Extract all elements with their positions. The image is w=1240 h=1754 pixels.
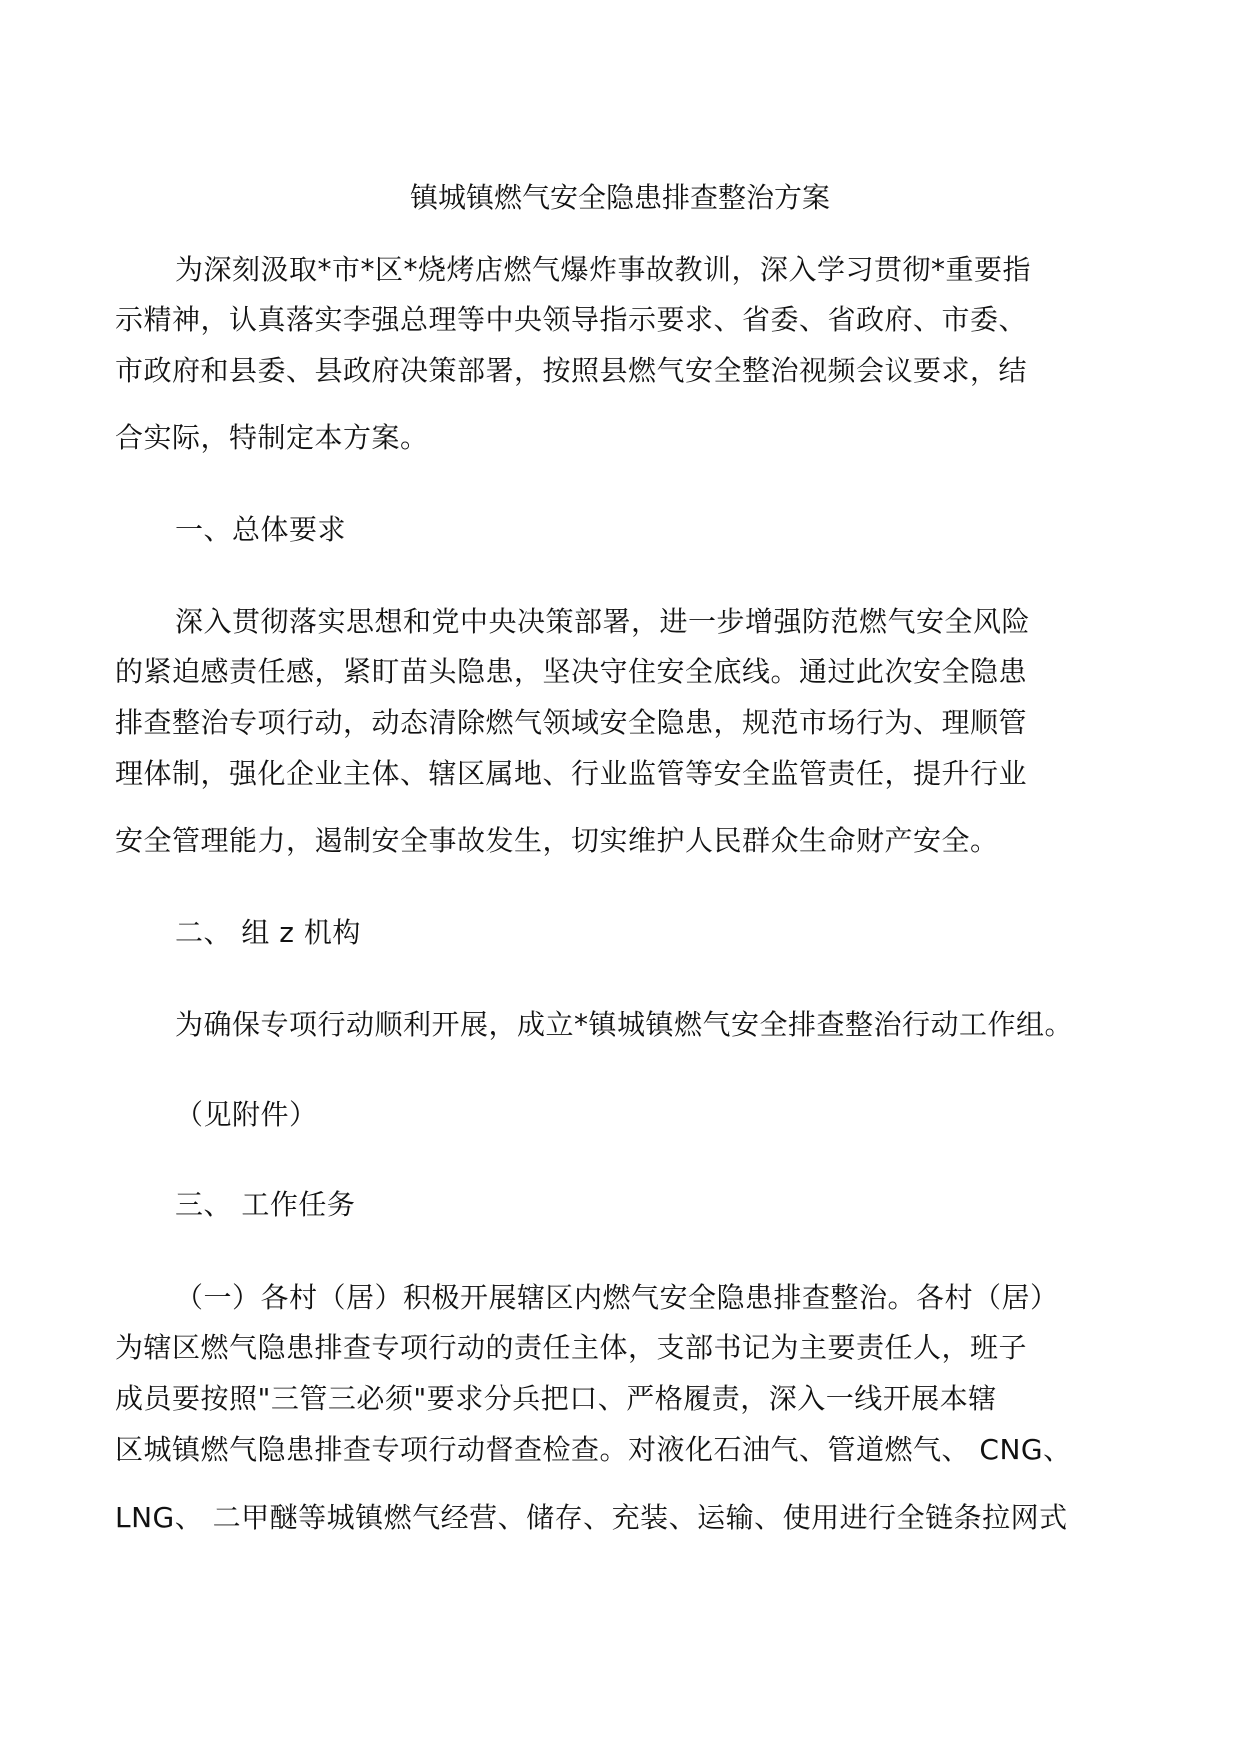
section1-line-5: 安全管理能力，遏制安全事故发生，切实维护人民群众生命财产安全。	[115, 824, 999, 857]
section2-line-2: （见附件）	[175, 1098, 318, 1131]
section3-line-4: 区城镇燃气隐患排查专项行动督查检查。对液化石油气、管道燃气、 CNG、	[115, 1433, 1072, 1466]
section3-line-2: 为辖区燃气隐患排查专项行动的责任主体，支部书记为主要责任人，班子	[115, 1331, 1028, 1364]
section2-line-1: 为确保专项行动顺利开展，成立*镇城镇燃气安全排查整治行动工作组。	[175, 1008, 1074, 1041]
intro-line-4: 合实际，特制定本方案。	[115, 421, 429, 454]
document-title: 镇城镇燃气安全隐患排查整治方案	[409, 181, 830, 214]
intro-line-1: 为深刻汲取*市*区*烧烤店燃气爆炸事故教训，深入学习贯彻*重要指	[175, 253, 1032, 286]
section1-line-2: 的紧迫感责任感，紧盯苗头隐患，坚决守住安全底线。通过此次安全隐患	[115, 655, 1028, 688]
section3-line-1: （一）各村（居）积极开展辖区内燃气安全隐患排查整治。各村（居）	[175, 1281, 1059, 1314]
section3-line-5: LNG、 二甲醚等城镇燃气经营、储存、充装、运输、使用进行全链条拉网式	[115, 1501, 1068, 1534]
section1-line-4: 理体制，强化企业主体、辖区属地、行业监管等安全监管责任，提升行业	[115, 757, 1028, 790]
section1-line-1: 深入贯彻落实思想和党中央决策部署，进一步增强防范燃气安全风险	[175, 605, 1031, 638]
section2-heading: 二、 组 z 机构	[175, 916, 361, 949]
section1-line-3: 排查整治专项行动，动态清除燃气领域安全隐患，规范市场行为、理顺管	[115, 706, 1028, 739]
intro-line-2: 示精神，认真落实李强总理等中央领导指示要求、省委、省政府、市委、	[115, 303, 1028, 336]
section3-line-3: 成员要按照"三管三必须"要求分兵把口、严格履责，深入一线开展本辖	[115, 1382, 997, 1415]
section1-heading: 一、总体要求	[175, 513, 347, 546]
section3-heading: 三、 工作任务	[175, 1188, 356, 1221]
intro-line-3: 市政府和县委、县政府决策部署，按照县燃气安全整治视频会议要求，结	[115, 354, 1028, 387]
